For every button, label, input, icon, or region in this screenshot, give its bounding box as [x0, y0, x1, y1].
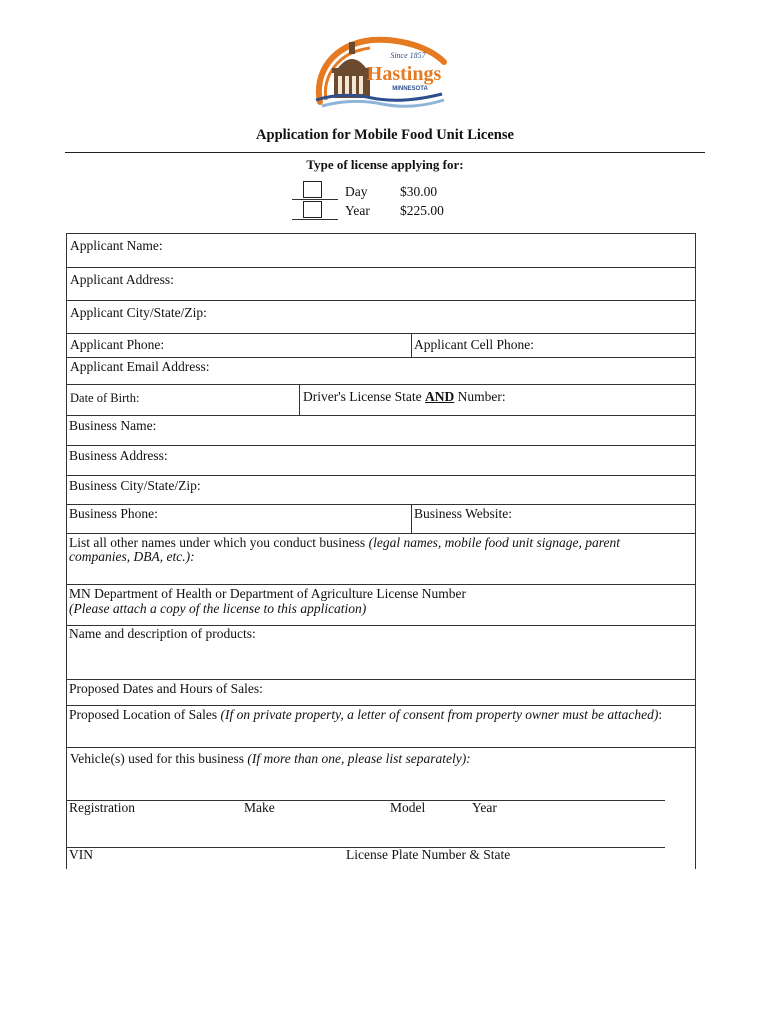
- other-names-field[interactable]: [66, 533, 695, 585]
- day-label: Day: [345, 184, 368, 199]
- dob-dl-row: [66, 384, 695, 416]
- business-phone-row: [66, 504, 695, 534]
- day-price: $30.00: [400, 184, 438, 199]
- vin-label[interactable]: VIN: [69, 847, 93, 862]
- model-label[interactable]: Model: [390, 800, 426, 815]
- applicant-name-label: Applicant Name:: [70, 238, 163, 253]
- business-city-field[interactable]: [66, 475, 695, 505]
- location-label: Proposed Location of Sales (If on private property, a letter of consent from property owner must be attached):: [69, 707, 663, 722]
- other-names-label: List all other names under which you conduct business (legal names, mobile food unit signage, parent: [69, 535, 621, 550]
- business-website-label[interactable]: Business Website:: [414, 506, 513, 521]
- year-vehicle-label[interactable]: Year: [472, 800, 497, 815]
- mn-license-label: MN Department of Health or Department of Agriculture License Number: [69, 586, 466, 601]
- registration-label[interactable]: Registration: [69, 800, 135, 815]
- applicant-cell-label[interactable]: Applicant Cell Phone:: [414, 337, 534, 352]
- applicant-address-field[interactable]: [66, 267, 695, 301]
- title-divider: [65, 152, 705, 153]
- vehicles-label: Vehicle(s) used for this business (If more than one, please list separately):: [70, 751, 471, 766]
- logo-state: MINNESOTA: [392, 86, 428, 92]
- products-label: Name and description of products:: [69, 626, 256, 641]
- year-price: $225.00: [400, 203, 444, 218]
- logo-since: Since 1857: [390, 51, 426, 60]
- business-address-field[interactable]: [66, 445, 695, 476]
- dates-hours-field[interactable]: [66, 679, 695, 706]
- business-name-label: Business Name:: [69, 418, 157, 433]
- business-name-field[interactable]: [66, 415, 695, 446]
- make-label[interactable]: Make: [244, 800, 275, 815]
- license-type-label: Type of license applying for:: [306, 157, 464, 172]
- plate-label[interactable]: License Plate Number & State: [346, 847, 511, 862]
- applicant-phone-row: [66, 333, 695, 358]
- business-city-label: Business City/State/Zip:: [69, 478, 201, 493]
- dates-hours-label: Proposed Dates and Hours of Sales:: [69, 681, 263, 696]
- location-field[interactable]: [66, 705, 695, 748]
- mn-license-field[interactable]: [66, 584, 695, 626]
- applicant-email-label: Applicant Email Address:: [70, 359, 210, 374]
- applicant-city-field[interactable]: [66, 300, 695, 334]
- dl-label[interactable]: Driver's License State AND Number:: [303, 389, 506, 404]
- vehicles-section: [66, 747, 695, 870]
- products-field[interactable]: [66, 625, 695, 680]
- applicant-name-field[interactable]: [66, 233, 695, 268]
- logo-name: Hastings: [366, 63, 442, 85]
- applicant-city-label: Applicant City/State/Zip:: [70, 305, 207, 320]
- applicant-phone-label[interactable]: Applicant Phone:: [70, 337, 165, 352]
- day-checkbox[interactable]: [303, 181, 322, 198]
- mn-license-note: (Please attach a copy of the license to this application): [69, 601, 367, 616]
- page-title: Application for Mobile Food Unit License: [256, 127, 514, 143]
- applicant-address-label: Applicant Address:: [70, 272, 174, 287]
- dob-label[interactable]: Date of Birth:: [70, 391, 140, 405]
- hastings-logo: [312, 34, 452, 110]
- business-phone-label[interactable]: Business Phone:: [69, 506, 158, 521]
- business-address-label: Business Address:: [69, 448, 168, 463]
- year-checkbox[interactable]: [303, 201, 322, 218]
- other-names-label-cont: companies, DBA, etc.):: [69, 549, 195, 564]
- year-label: Year: [345, 203, 370, 218]
- applicant-email-field[interactable]: [66, 357, 695, 385]
